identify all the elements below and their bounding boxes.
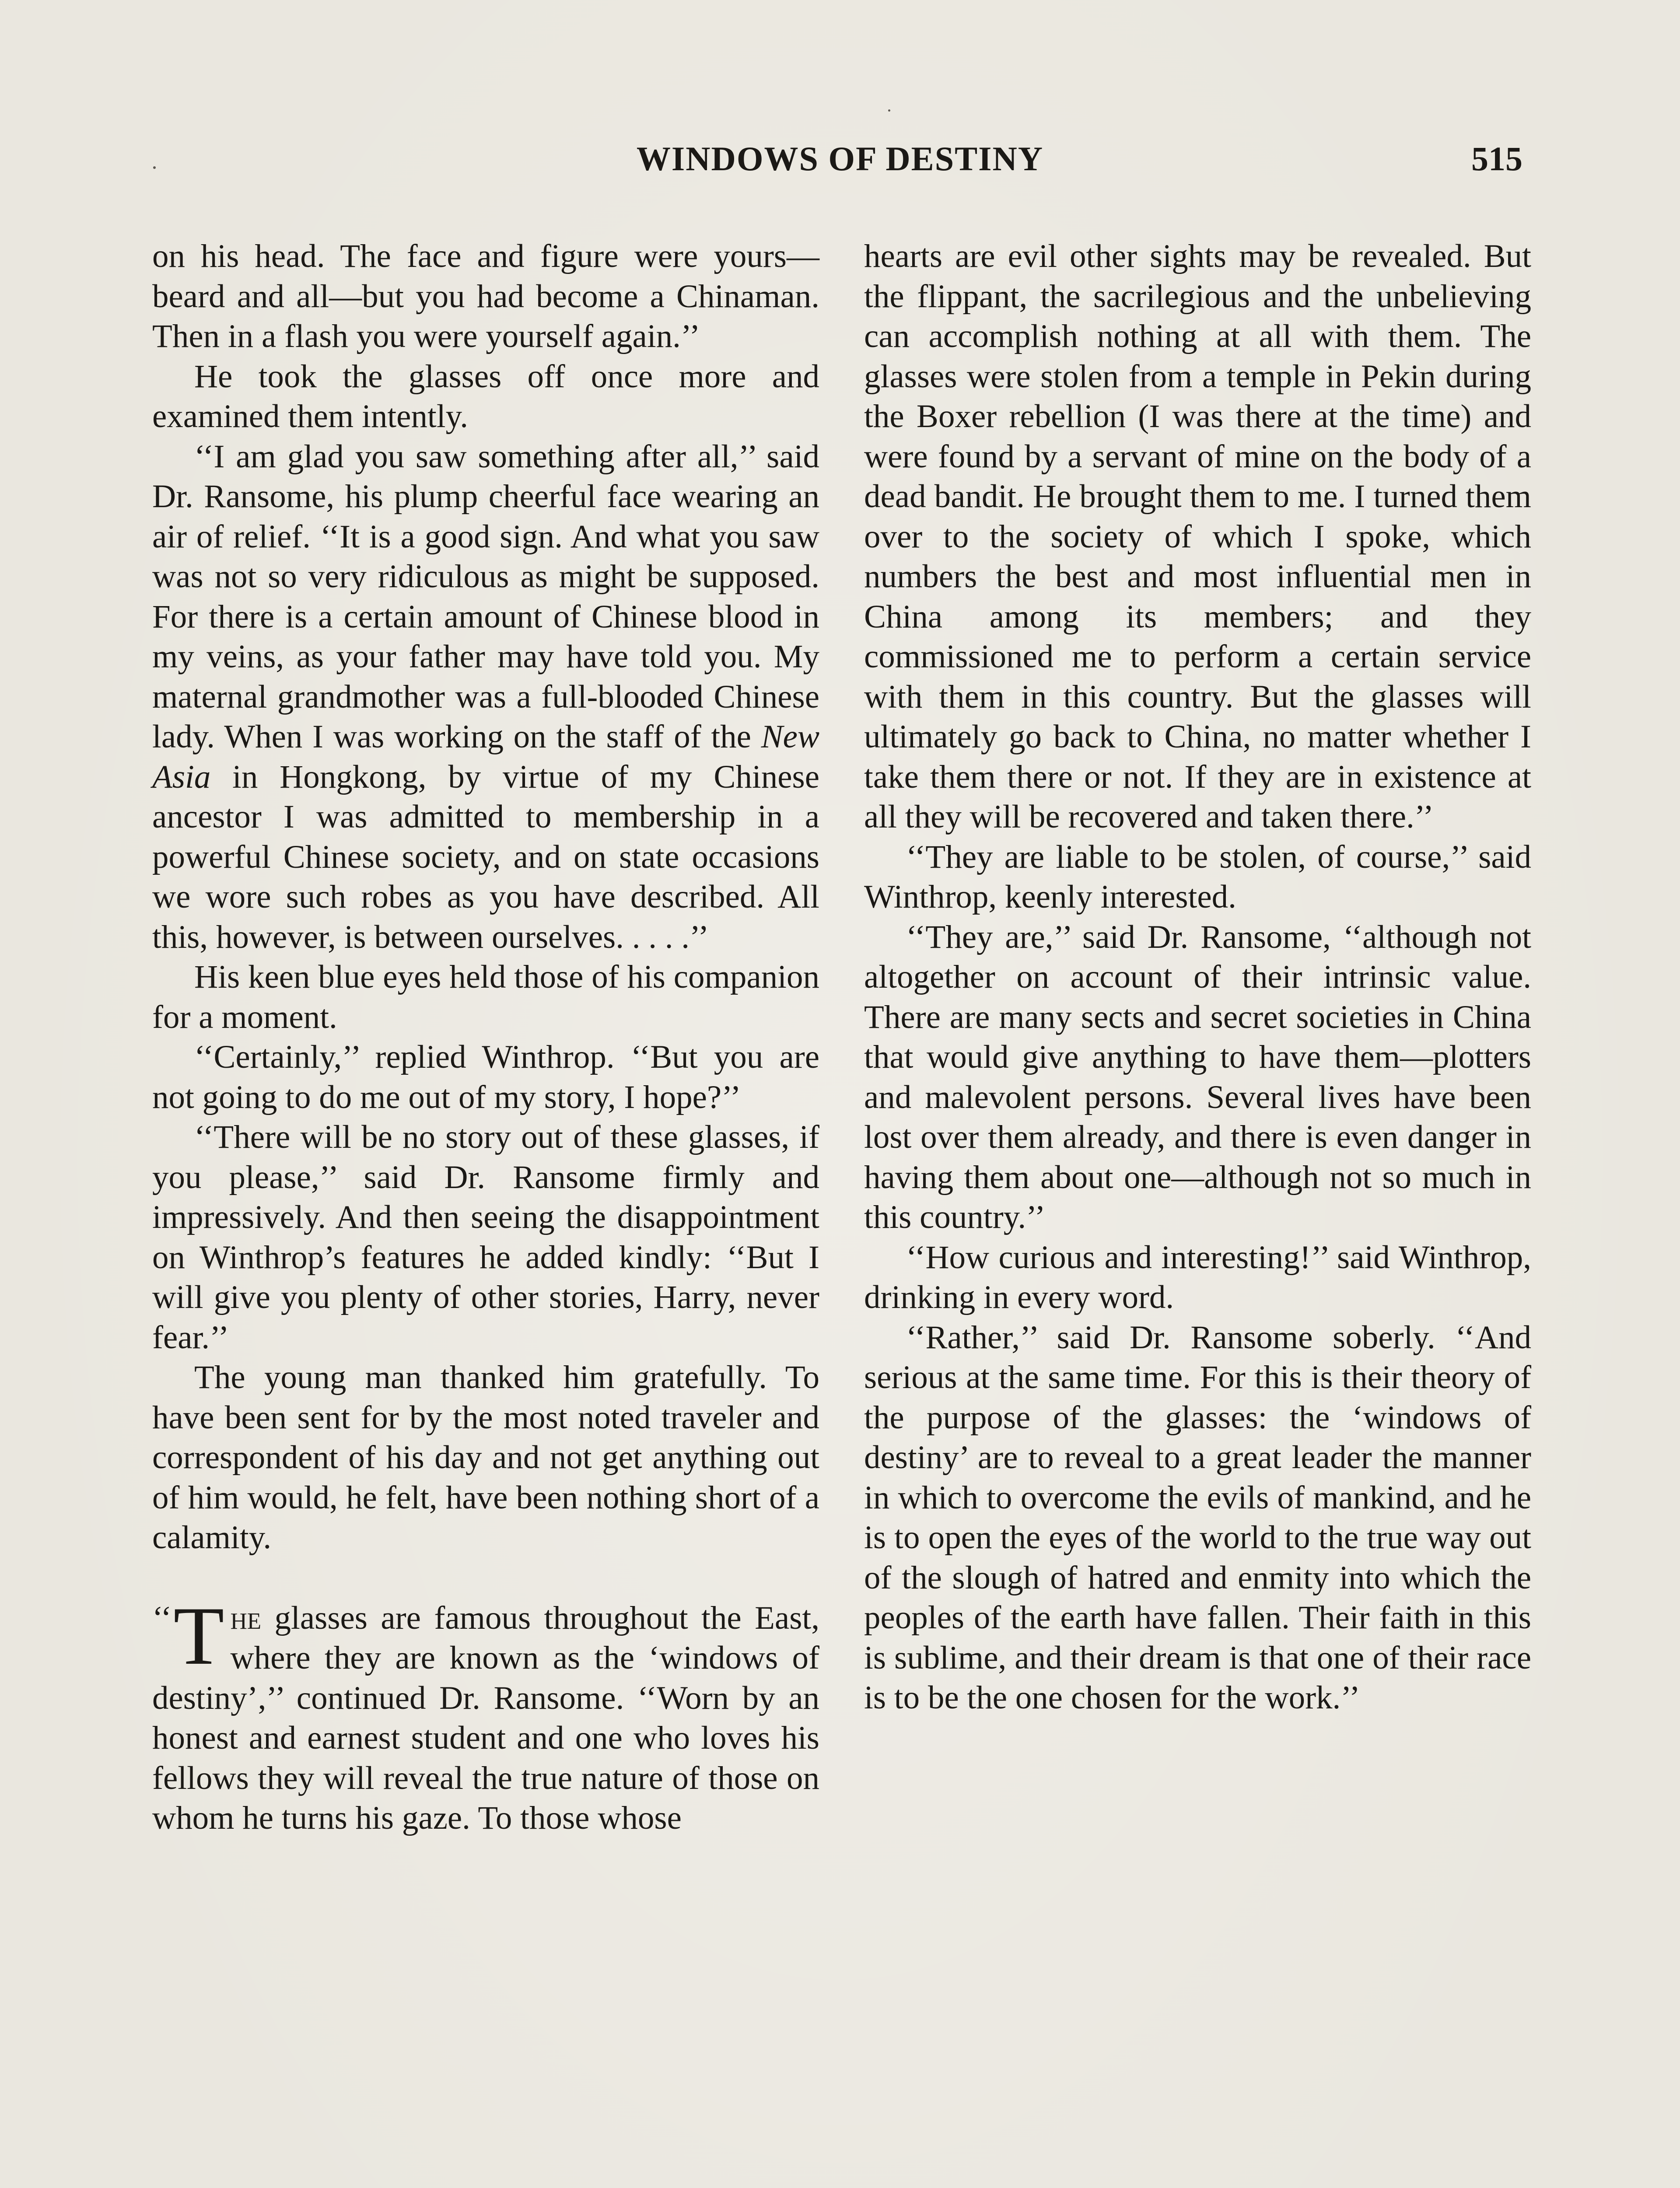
small-caps-word: he — [230, 1599, 262, 1636]
paper-speck — [153, 166, 156, 169]
paragraph: ‘‘There will be no story out of these glasses, if you please,’’ said Dr. Ransome firmly and impressively. And then seeing the disappointment on Winthrop’s features he added kindly: ‘‘But I will give you plenty of other stories, Harry, never fear.’’ — [152, 1119, 819, 1356]
paragraph: hearts are evil other sights may be revealed. But the flippant, the sacrilegious and the unbelieving can accomplish nothing at all with them. The glasses were stolen from a temple in Pekin during the Boxer rebellion (I was there at the time) and were found by a servant of mine on the body of a dead bandit. He brought them to me. I turned them over to the society of which I spoke, which numbers the best and most influential men in China among its members; and they commissioned me to perform a certain service with them in this country. But the glasses will ultimately go back to China, no matter whether I take them there or not. If they are in existence at all they will be recovered and taken there.’’ — [864, 238, 1531, 835]
paragraph: ‘‘How curious and interesting!’’ said Winthrop, drinking in every word. — [864, 1239, 1531, 1315]
paragraph: ‘‘Rather,’’ said Dr. Ransome soberly. ‘‘And serious at the same time. For this is their theory of the purpose of the glasses: the ‘windows of destiny’ are to reveal to a great leader the manner in which to overcome the evils of mankind, and he is to open the eyes of the world to the true way out of the slough of hatred and enmity into which the peoples of the earth have fallen. Their faith in this is sublime, and their dream is that one of their race is to be the one chosen for the work.’’ — [864, 1319, 1531, 1716]
running-head — [158, 131, 1522, 179]
paragraph: ‘‘They are liable to be stolen, of course,’’ said Winthrop, keenly interested. — [864, 838, 1531, 915]
paragraph: on his head. The face and figure were yours—beard and all—but you had become a Chinaman. Then in a flash you were yourself again.’’ — [152, 238, 819, 354]
drop-cap: T — [173, 1590, 224, 1682]
paragraph: He took the glasses off once more and examined them intently. — [152, 358, 819, 435]
paragraph-text: glasses are famous throughout the East, where they are known as the ‘windows of destiny’,’’ continued Dr. Ransome. ‘‘Worn by an honest and earnest student and one who loves his fellows they will reveal the true nature of those on whom he turns his gaze. To those whose — [152, 1599, 819, 1836]
section-break — [152, 1558, 819, 1598]
paragraph-with-drop-cap — [152, 1590, 819, 1838]
paragraph: ‘‘They are,’’ said Dr. Ransome, ‘‘although not altogether on account of their intrinsic value. There are many sects and secret societies in China that would give anything to have them—plotters and malevolent persons. Several lives have been lost over them already, and there is even danger in having them about one—although not so much in this country.’’ — [864, 919, 1531, 1235]
paragraph-text: ‘‘I am glad you saw something after all,’’ said Dr. Ransome, his plump cheerful face wearing an air of relief. ‘‘It is a good sign. And what you saw was not so very ridiculous as might be supposed. For there is a certain amount of Chinese blood in my veins, as your father may have told you. My maternal grandmother was a full-blooded Chinese lady. When I was working on the staff of the — [152, 438, 819, 755]
right-column — [864, 236, 1531, 1718]
opening-quote: ‘‘ — [152, 1599, 172, 1636]
paragraph: His keen blue eyes held those of his companion for a moment. — [152, 959, 819, 1035]
italic-publication-name: New Asia — [152, 719, 819, 795]
page-number: 515 — [1471, 140, 1522, 178]
running-title: WINDOWS OF DESTINY — [636, 140, 1044, 178]
paragraph: The young man thanked him gratefully. To have been sent for by the most noted traveler and correspondent of his day and not get anything out of him would, he felt, have been nothing short of a calamity. — [152, 1359, 819, 1556]
paragraph — [152, 437, 819, 957]
paragraph-text: in Hongkong, by virtue of my Chinese ancestor I was admitted to membership in a powerful Chinese society, and on state occasions we wore such robes as you have described. All this, however, is between ourselves. . . . .’’ — [152, 758, 819, 955]
left-column — [152, 236, 819, 1838]
paper-speck — [888, 109, 890, 112]
paragraph: ‘‘Certainly,’’ replied Winthrop. ‘‘But you are not going to do me out of my story, I hope?’’ — [152, 1039, 819, 1115]
